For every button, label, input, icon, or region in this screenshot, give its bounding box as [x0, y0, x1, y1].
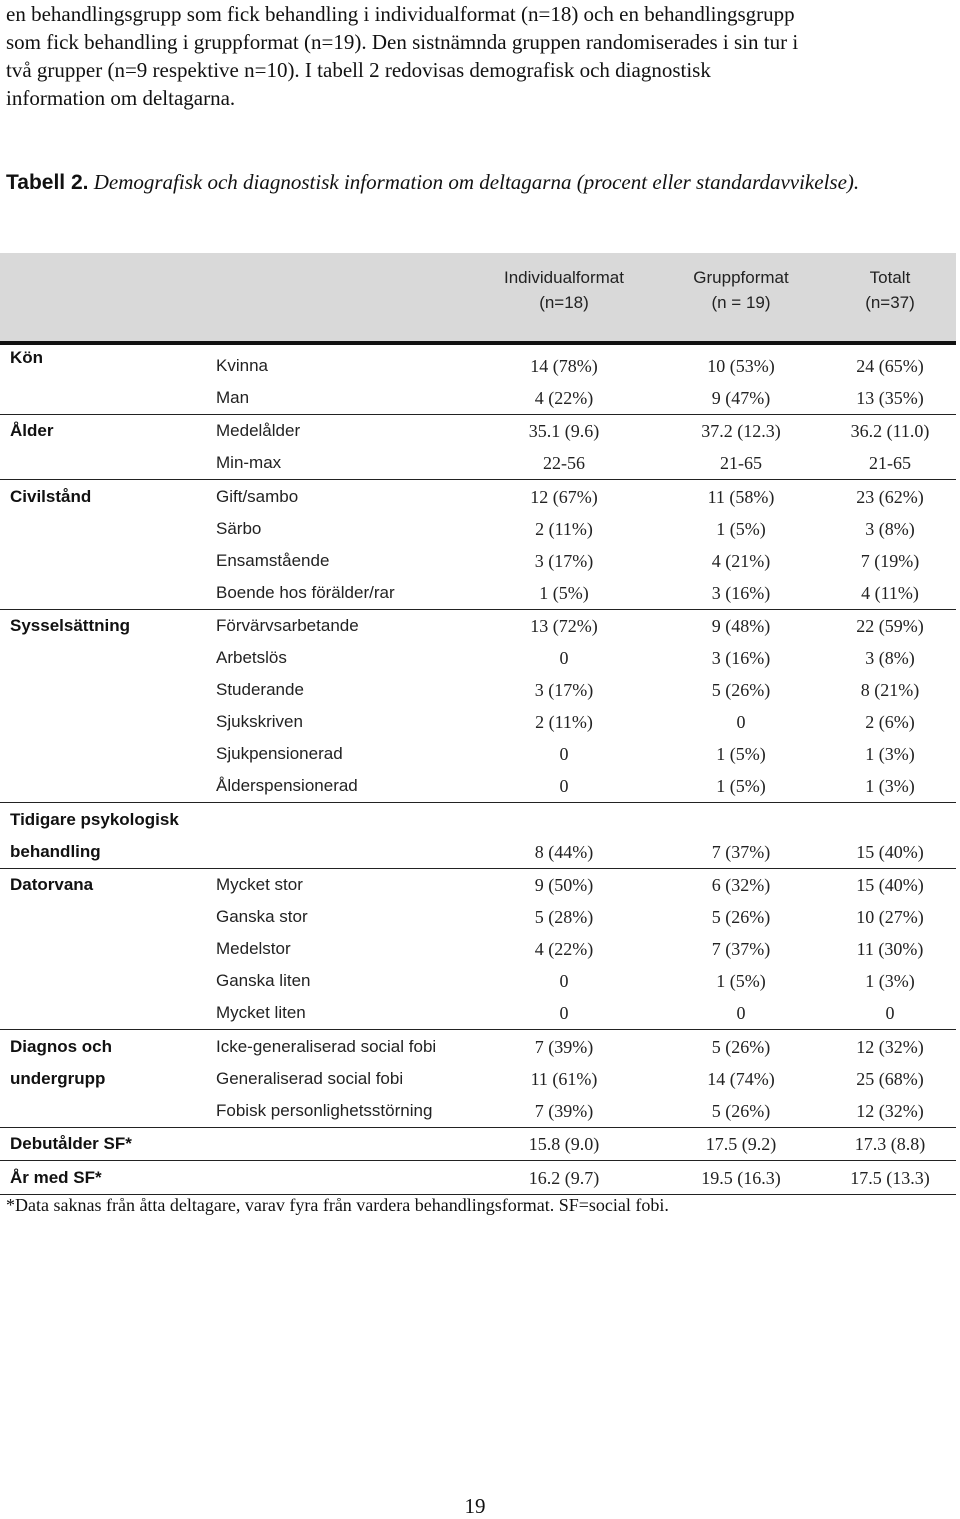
row-subcategory: Arbetslös — [216, 648, 287, 667]
value-group: 3 (16%) — [711, 583, 771, 603]
row-category: behandling — [10, 842, 101, 861]
table-row — [0, 577, 956, 610]
row-category: Debutålder SF* — [10, 1134, 132, 1153]
table-row — [0, 1095, 956, 1128]
row-category: Sysselsättning — [10, 616, 130, 635]
value-total: 36.2 (11.0) — [850, 421, 930, 441]
table-row — [0, 1128, 956, 1161]
table-row — [0, 545, 956, 577]
table-caption — [6, 168, 944, 197]
table-caption-label: Tabell 2. — [6, 171, 89, 194]
table-row — [0, 1063, 956, 1095]
value-group: 5 (26%) — [711, 1101, 771, 1121]
value-group: 6 (32%) — [711, 875, 771, 895]
row-subcategory: Förvärvsarbetande — [216, 616, 359, 635]
value-total: 13 (35%) — [856, 388, 924, 408]
value-total: 12 (32%) — [856, 1101, 924, 1121]
value-group: 14 (74%) — [707, 1069, 775, 1089]
column-header-individual — [464, 265, 664, 315]
row-subcategory: Ganska liten — [216, 971, 311, 990]
value-total: 2 (6%) — [865, 712, 915, 732]
value-total: 3 (8%) — [865, 519, 915, 539]
value-group: 11 (58%) — [707, 487, 775, 507]
value-group: 37.2 (12.3) — [701, 421, 781, 441]
row-subcategory: Kvinna — [216, 356, 268, 375]
row-subcategory: Fobisk personlighetsstörning — [216, 1101, 433, 1120]
value-individual: 14 (78%) — [530, 356, 598, 376]
value-total: 1 (3%) — [865, 971, 915, 991]
value-individual: 9 (50%) — [534, 875, 594, 895]
value-total: 4 (11%) — [861, 583, 919, 603]
table-row — [0, 382, 956, 415]
value-group: 3 (16%) — [711, 648, 771, 668]
value-individual: 11 (61%) — [530, 1069, 598, 1089]
value-group: 0 — [736, 1003, 746, 1023]
value-group: 1 (5%) — [716, 744, 766, 764]
value-individual: 12 (67%) — [530, 487, 598, 507]
value-group: 10 (53%) — [707, 356, 775, 376]
value-total: 8 (21%) — [860, 680, 920, 700]
row-subcategory: Min-max — [216, 453, 282, 472]
row-subcategory: Ensamstående — [216, 551, 330, 570]
value-total: 25 (68%) — [856, 1069, 924, 1089]
value-individual: 2 (11%) — [535, 519, 593, 539]
row-subcategory: Generaliserad social fobi — [216, 1069, 404, 1088]
row-subcategory: Ganska stor — [216, 907, 308, 926]
value-group: 7 (37%) — [711, 842, 771, 862]
table-row — [0, 610, 956, 642]
value-individual: 13 (72%) — [530, 616, 598, 636]
value-individual: 5 (28%) — [534, 907, 594, 927]
column-header-n: (n = 19) — [711, 293, 771, 312]
value-individual: 16.2 (9.7) — [528, 1168, 600, 1188]
value-total: 17.3 (8.8) — [854, 1134, 926, 1154]
value-individual: 3 (17%) — [534, 680, 594, 700]
value-total: 12 (32%) — [856, 1037, 924, 1057]
row-subcategory: Boende hos förälder/rar — [216, 583, 395, 602]
table-caption-text: Demografisk och diagnostisk information om deltagarna (procent eller standardavvikelse). — [93, 170, 860, 194]
table-header — [0, 253, 956, 345]
row-category: Kön — [10, 348, 44, 367]
value-total: 0 — [885, 1003, 895, 1023]
intro-line: information om deltagarna. — [6, 86, 236, 110]
row-subcategory: Studerande — [216, 680, 304, 699]
value-individual: 0 — [559, 1003, 569, 1023]
value-group: 0 — [736, 712, 746, 732]
value-individual: 0 — [559, 744, 569, 764]
value-group: 9 (47%) — [711, 388, 771, 408]
row-category: Tidigare psykologisk — [10, 810, 179, 829]
table-row — [0, 901, 956, 933]
table-row — [0, 481, 956, 513]
value-group: 19.5 (16.3) — [701, 1168, 781, 1188]
row-subcategory: Mycket liten — [216, 1003, 306, 1022]
value-group: 5 (26%) — [711, 680, 771, 700]
value-group: 17.5 (9.2) — [705, 1134, 777, 1154]
table-row — [0, 513, 956, 545]
value-individual: 4 (22%) — [534, 939, 594, 959]
column-header-n: (n=37) — [865, 293, 915, 312]
row-subcategory: Mycket stor — [216, 875, 303, 894]
table-row — [0, 706, 956, 738]
value-individual: 7 (39%) — [534, 1101, 594, 1121]
row-category: Datorvana — [10, 875, 94, 894]
value-group: 21-65 — [720, 453, 762, 473]
value-total: 21-65 — [869, 453, 911, 473]
value-total: 10 (27%) — [856, 907, 924, 927]
row-category: Civilstånd — [10, 487, 92, 506]
value-group: 5 (26%) — [711, 1037, 771, 1057]
table-row — [0, 447, 956, 480]
value-individual: 1 (5%) — [539, 583, 589, 603]
intro-paragraph — [6, 0, 946, 112]
value-total: 3 (8%) — [865, 648, 915, 668]
value-individual: 8 (44%) — [534, 842, 594, 862]
column-header-title: Totalt — [869, 268, 911, 287]
row-subcategory: Gift/sambo — [216, 487, 299, 506]
value-group: 1 (5%) — [716, 519, 766, 539]
table-row — [0, 415, 956, 447]
value-total: 22 (59%) — [856, 616, 924, 636]
table-row — [0, 738, 956, 770]
value-group: 9 (48%) — [711, 616, 771, 636]
value-total: 1 (3%) — [865, 776, 915, 796]
table-row — [0, 770, 956, 803]
table-row — [0, 869, 956, 901]
row-category: Ålder — [10, 421, 54, 440]
value-group: 1 (5%) — [716, 776, 766, 796]
value-individual: 0 — [559, 648, 569, 668]
row-subcategory: Medelålder — [216, 421, 301, 440]
table-row — [0, 1162, 956, 1195]
intro-line: som fick behandling i gruppformat (n=19). Den sistnämnda gruppen randomiserades i sin tur i — [6, 30, 799, 54]
intro-line: två grupper (n=9 respektive n=10). I tabell 2 redovisas demografisk och diagnostisk — [6, 58, 711, 82]
row-subcategory: Särbo — [216, 519, 262, 538]
value-individual: 0 — [559, 971, 569, 991]
value-total: 7 (19%) — [860, 551, 920, 571]
value-individual: 15.8 (9.0) — [528, 1134, 600, 1154]
column-header-title: Gruppformat — [693, 268, 789, 287]
value-individual: 4 (22%) — [534, 388, 594, 408]
value-group: 1 (5%) — [716, 971, 766, 991]
table-row — [0, 965, 956, 997]
row-category: Diagnos och — [10, 1037, 113, 1056]
value-individual: 7 (39%) — [534, 1037, 594, 1057]
value-group: 4 (21%) — [711, 551, 771, 571]
value-total: 17.5 (13.3) — [850, 1168, 930, 1188]
row-category: År med SF* — [10, 1168, 102, 1187]
row-category: undergrupp — [10, 1069, 106, 1088]
table-row — [0, 642, 956, 674]
table-row — [0, 804, 956, 836]
value-individual: 2 (11%) — [535, 712, 593, 732]
value-group: 5 (26%) — [711, 907, 771, 927]
table-row — [0, 674, 956, 706]
table-footnote: *Data saknas från åtta deltagare, varav fyra från vardera behandlingsformat. SF=social fobi. — [6, 1195, 669, 1215]
value-total: 15 (40%) — [856, 842, 924, 862]
value-total: 15 (40%) — [856, 875, 924, 895]
column-header-title: Individualformat — [503, 268, 624, 287]
value-total: 1 (3%) — [865, 744, 915, 764]
value-total: 24 (65%) — [856, 356, 924, 376]
value-individual: 35.1 (9.6) — [528, 421, 600, 441]
value-group: 7 (37%) — [711, 939, 771, 959]
intro-line: en behandlingsgrupp som fick behandling i individualformat (n=18) och en behandlingsgrupp — [6, 2, 795, 26]
value-total: 11 (30%) — [856, 939, 924, 959]
page-number: 19 — [464, 1494, 486, 1518]
value-total: 23 (62%) — [856, 487, 924, 507]
row-subcategory: Sjukskriven — [216, 712, 303, 731]
column-header-n: (n=18) — [539, 293, 589, 312]
column-header-total — [790, 265, 960, 315]
value-individual: 0 — [559, 776, 569, 796]
row-subcategory: Ålderspensionerad — [216, 776, 358, 795]
row-subcategory: Medelstor — [216, 939, 291, 958]
table-row — [0, 997, 956, 1030]
row-subcategory: Icke-generaliserad social fobi — [216, 1037, 437, 1056]
table-row — [0, 1031, 956, 1063]
row-subcategory: Sjukpensionerad — [216, 744, 343, 763]
value-individual: 22-56 — [543, 453, 585, 473]
value-individual: 3 (17%) — [534, 551, 594, 571]
table-row — [0, 933, 956, 965]
row-subcategory: Man — [216, 388, 250, 407]
table-row — [0, 836, 956, 869]
table-row — [0, 350, 956, 382]
